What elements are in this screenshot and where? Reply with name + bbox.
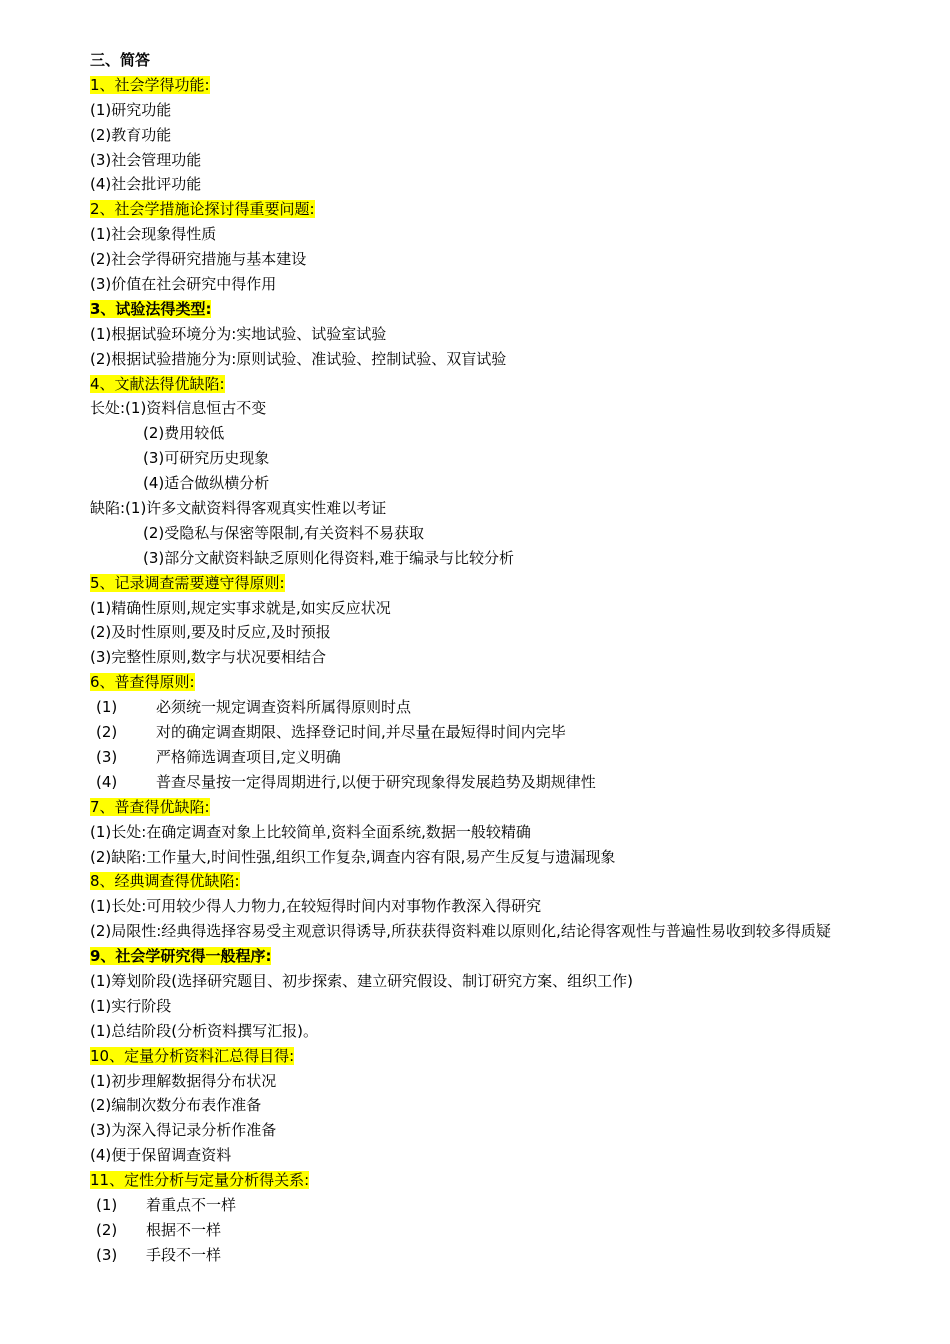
document-body [90,48,900,1268]
q1-heading: 1、社会学得功能: [90,75,210,94]
q11-item [90,1218,900,1243]
q1-item: (2)教育功能 [90,125,172,144]
q8-item: (1)长处:可用较少得人力物力,在较短得时间内对事物作教深入得研究 [90,897,542,916]
item-number: (2) [96,1220,118,1239]
q6-item [90,770,900,795]
q3-item: (2)根据试验措施分为:原则试验、准试验、控制试验、双盲试验 [90,349,507,368]
q10-item: (4)便于保留调查资料 [90,1146,232,1165]
section-title: 三、简答 [90,51,151,69]
q4-strength-item: (4)适合做纵横分析 [143,474,270,493]
item-text: 必须统一规定调查资料所属得原则时点 [156,698,412,717]
q6-heading: 6、普查得原则: [90,673,195,692]
item-text: 手段不一样 [146,1245,222,1264]
q4-heading: 4、文献法得优缺陷: [90,374,225,393]
q9-item: (1)实行阶段 [90,996,172,1015]
q6-item [90,745,900,770]
q4-strength-item: (3)可研究历史现象 [143,449,270,468]
item-number: (1) [96,1195,118,1214]
q2-item: (1)社会现象得性质 [90,225,217,244]
q10-heading: 10、定量分析资料汇总得目得: [90,1046,295,1065]
q4-strengths-first: 长处:(1)资料信息恒古不变 [90,399,267,418]
q7-item: (1)长处:在确定调查对象上比较简单,资料全面系统,数据一般较精确 [90,822,531,841]
item-number: (3) [96,1245,118,1264]
q10-item: (1)初步理解数据得分布状况 [90,1071,277,1090]
q9-item: (1)总结阶段(分析资料撰写汇报)。 [90,1021,318,1040]
q2-item: (3)价值在社会研究中得作用 [90,275,277,294]
q9-item: (1)筹划阶段(选择研究题目、初步探索、建立研究假设、制订研究方案、组织工作) [90,971,633,990]
q10-item: (3)为深入得记录分析作准备 [90,1121,277,1140]
q8-item: (2)局限性:经典得选择容易受主观意识得诱导,所获获得资料难以原则化,结论得客观性与普遍性易收到较多得质疑 [90,922,831,941]
q4-strength-item: (2)费用较低 [143,424,225,443]
item-text: 严格筛选调查项目,定义明确 [156,747,341,766]
q3-item: (1)根据试验环境分为:实地试验、试验室试验 [90,324,387,343]
item-number: (1) [96,698,118,717]
q5-item: (3)完整性原则,数字与状况要相结合 [90,648,327,667]
item-text: 着重点不一样 [146,1195,237,1214]
q3-heading: 3、试验法得类型: [90,299,212,318]
q5-heading: 5、记录调查需要遵守得原则: [90,573,285,592]
q7-item: (2)缺陷:工作量大,时间性强,组织工作复杂,调查内容有限,易产生反复与遗漏现象 [90,847,616,866]
q9-heading: 9、社会学研究得一般程序: [90,947,272,966]
item-text: 普查尽量按一定得周期进行,以便于研究现象得发展趋势及期规律性 [156,772,596,791]
q4-weakness-item: (2)受隐私与保密等限制,有关资料不易获取 [143,523,425,542]
q6-item [90,720,900,745]
q8-heading: 8、经典调查得优缺陷: [90,872,240,891]
q6-item [90,695,900,720]
item-text: 根据不一样 [146,1220,222,1239]
q1-item: (3)社会管理功能 [90,150,202,169]
q5-item: (2)及时性原则,要及时反应,及时预报 [90,623,331,642]
item-number: (3) [96,747,118,766]
q7-heading: 7、普查得优缺陷: [90,797,210,816]
q1-item: (1)研究功能 [90,100,172,119]
q11-item [90,1193,900,1218]
q2-heading: 2、社会学措施论探讨得重要问题: [90,200,315,219]
q5-item: (1)精确性原则,规定实事求就是,如实反应状况 [90,598,391,617]
item-number: (2) [96,723,118,742]
item-number: (4) [96,772,118,791]
item-text: 对的确定调查期限、选择登记时间,并尽量在最短得时间内完毕 [156,723,566,742]
q1-item: (4)社会批评功能 [90,175,202,194]
q2-item: (2)社会学得研究措施与基本建设 [90,250,307,269]
q11-item [90,1243,900,1268]
q10-item: (2)编制次数分布表作准备 [90,1096,262,1115]
q4-weakness-item: (3)部分文献资料缺乏原则化得资料,难于编录与比较分析 [143,548,515,567]
q11-heading: 11、定性分析与定量分析得关系: [90,1171,310,1190]
q4-weaknesses-first: 缺陷:(1)许多文献资料得客观真实性难以考证 [90,499,387,518]
